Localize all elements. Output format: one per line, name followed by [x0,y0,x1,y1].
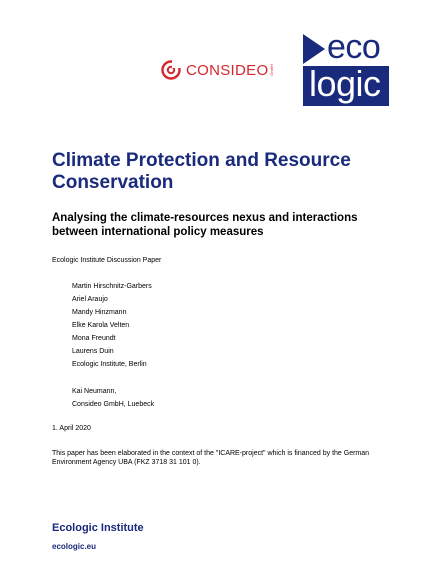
document-subtitle: Analysing the climate-resources nexus and interactions between international policy measures [52,212,358,238]
author-list-consideo [72,385,154,411]
author-line: Mandy Hinzmann [72,309,127,316]
author-line: Kai Neumann, [72,388,117,395]
document-title: Climate Protection and Resource Conservation [52,150,351,193]
ecologic-logo-logic: logic [309,63,381,104]
author-affiliation: Ecologic Institute, Berlin [72,361,147,368]
series-label: Ecologic Institute Discussion Paper [52,257,162,264]
author-line: Mona Freundt [72,335,116,342]
author-line: Elke Karola Velten [72,322,130,329]
funding-note: This paper has been elaborated in the context of the "ICARE-project" which is financed by the German Environment Agency UBA (FKZ 3718 31 101 0). [52,450,370,466]
footer-institute-name: Ecologic Institute [52,522,144,534]
author-affiliation: Consideo GmbH, Luebeck [72,401,155,408]
ecologic-arrow-icon [303,32,325,66]
ecologic-logo [303,28,389,106]
ecologic-logo-eco: eco [327,28,381,66]
consideo-logo-icon [160,59,182,81]
author-line: Laurens Duin [72,348,114,355]
footer-url-link[interactable]: ecologic.eu [52,542,97,551]
consideo-logo [160,58,274,82]
publication-date: 1. April 2020 [52,425,91,432]
author-line: Ariel Araujo [72,296,108,303]
consideo-logo-text: CONSIDEO [186,61,269,79]
consideo-logo-subtext: GmbH [269,64,275,76]
author-list [72,280,152,371]
author-line: Martin Hirschnitz-Garbers [72,283,152,290]
